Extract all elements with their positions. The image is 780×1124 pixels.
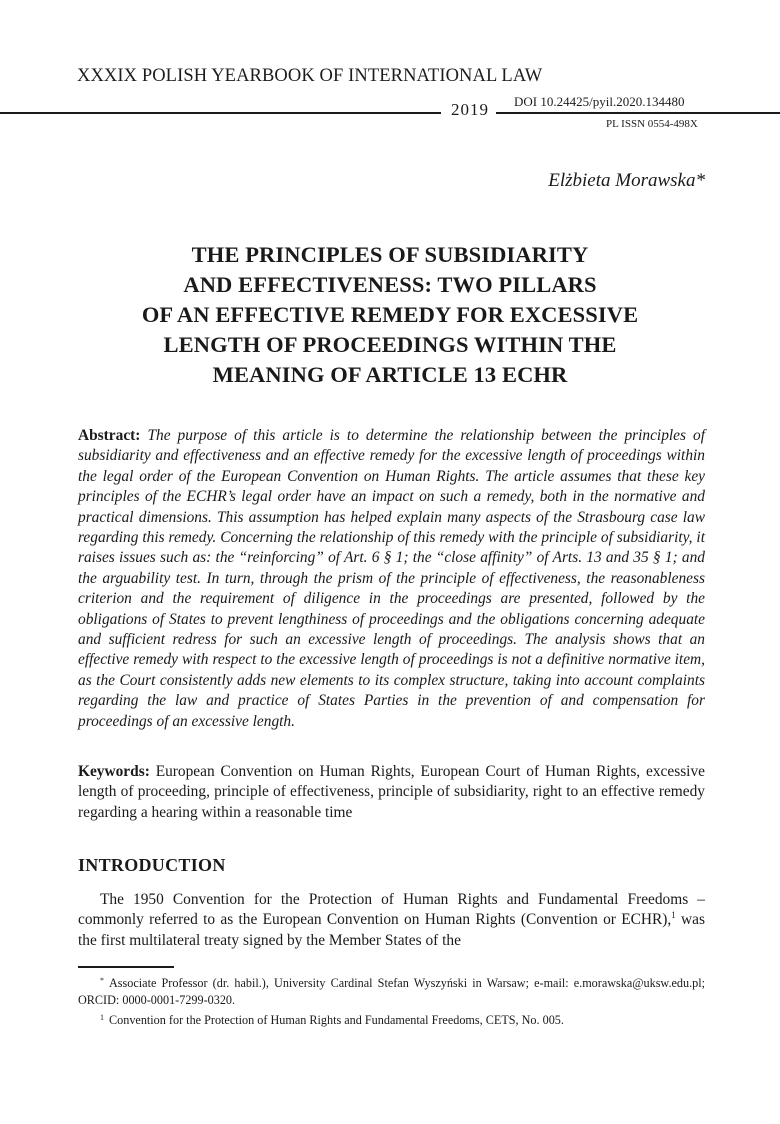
footnote-mark: * [100,976,104,985]
footnote-mark: 1 [100,1013,104,1022]
footnote-text: Associate Professor (dr. habil.), University Cardinal Stefan Wyszyński in Warsaw; e-mail: e.morawska@uksw.edu.pl; ORCID: 0000-0001-7299-0320. [78,976,705,1007]
footnote-ref-1[interactable]: 1 [671,910,676,921]
keywords [78,762,705,823]
author-name: Elżbieta Morawska* [548,170,705,191]
abstract-label: Abstract [78,427,136,444]
footnote-author [78,972,705,1009]
footnote-text: Convention for the Protection of Human Rights and Fundamental Freedoms, CETS, No. 005. [109,1013,564,1027]
intro-text-before-note: The 1950 Convention for the Protection of Human Rights and Fundamental Freedoms – commonly referred to as the European Convention on Human Rights (Convention or ECHR), [78,891,705,929]
keywords-label: Keywords [78,763,145,780]
journal-title: XXXIX POLISH YEARBOOK OF INTERNATIONAL LAW [77,66,543,86]
intro-paragraph [78,890,705,951]
article-title [80,240,700,390]
title-line: THE PRINCIPLES OF SUBSIDIARITY [191,242,589,267]
title-line: OF AN EFFECTIVE REMEDY FOR EXCESSIVE [141,302,639,327]
footnote-separator [78,966,174,968]
footnotes [78,972,705,1029]
abstract-text: The purpose of this article is to determine the relationship between the principles of subsidiarity and effectiveness and an effective remedy for the excessive length of proceedings within the legal order of the European Convention on Human Rights. The article assumes that these key principles of the ECHR’s legal order have an impact on such a remedy, both in the normative and practical dimensions. This assumption has helped explain many aspects of the Strasbourg case law regarding this remedy. Concerning the relationship of this remedy with the principle of subsidiarity, it raises issues such as: the “reinforcing” of Art. 6 § 1; the “close affinity” of Arts. 13 and 35 § 1; and the arguability test. In turn, through the prism of the principle of effectiveness, the reasonableness criterion and the requirement of diligence in the proceedings are presented, followed by the obligations of States to prevent lengthiness of proceedings and the obligations concerning adequate and sufficient redress for such an excessive length of proceedings. The analysis shows that an effective remedy with respect to the excessive length of proceedings is not a definitive normative item, as the Court consistently adds new elements to its complex structure, taking into account complaints regarding the law and practice of States Parties in the prevention of and compensation for proceedings of an excessive length. [78,427,705,730]
section-heading-introduction: INTRODUCTION [78,855,226,875]
title-line: MEANING OF ARTICLE 13 ECHR [212,362,568,387]
header-rule-right [496,112,780,114]
abstract [78,426,705,732]
intro-text-after-note: was the first multilateral treaty signed by the Member States of the [78,911,705,949]
header-rule-left [0,112,441,114]
keywords-text: European Convention on Human Rights, European Court of Human Rights, excessive length of proceeding, principle of effectiveness, principle of subsidiarity, right to an effective remedy regarding a hearing within a reasonable time [78,763,705,821]
doi[interactable]: DOI 10.24425/pyil.2020.134480 [514,94,685,109]
journal-year: 2019 [451,100,489,119]
footnote-1 [78,1009,705,1029]
title-line: AND EFFECTIVENESS: TWO PILLARS [183,272,597,297]
abstract-separator: : [135,427,148,444]
title-line: LENGTH OF PROCEEDINGS WITHIN THE [163,332,617,357]
keywords-separator: : [144,763,156,780]
issn: PL ISSN 0554-498X [606,118,698,130]
